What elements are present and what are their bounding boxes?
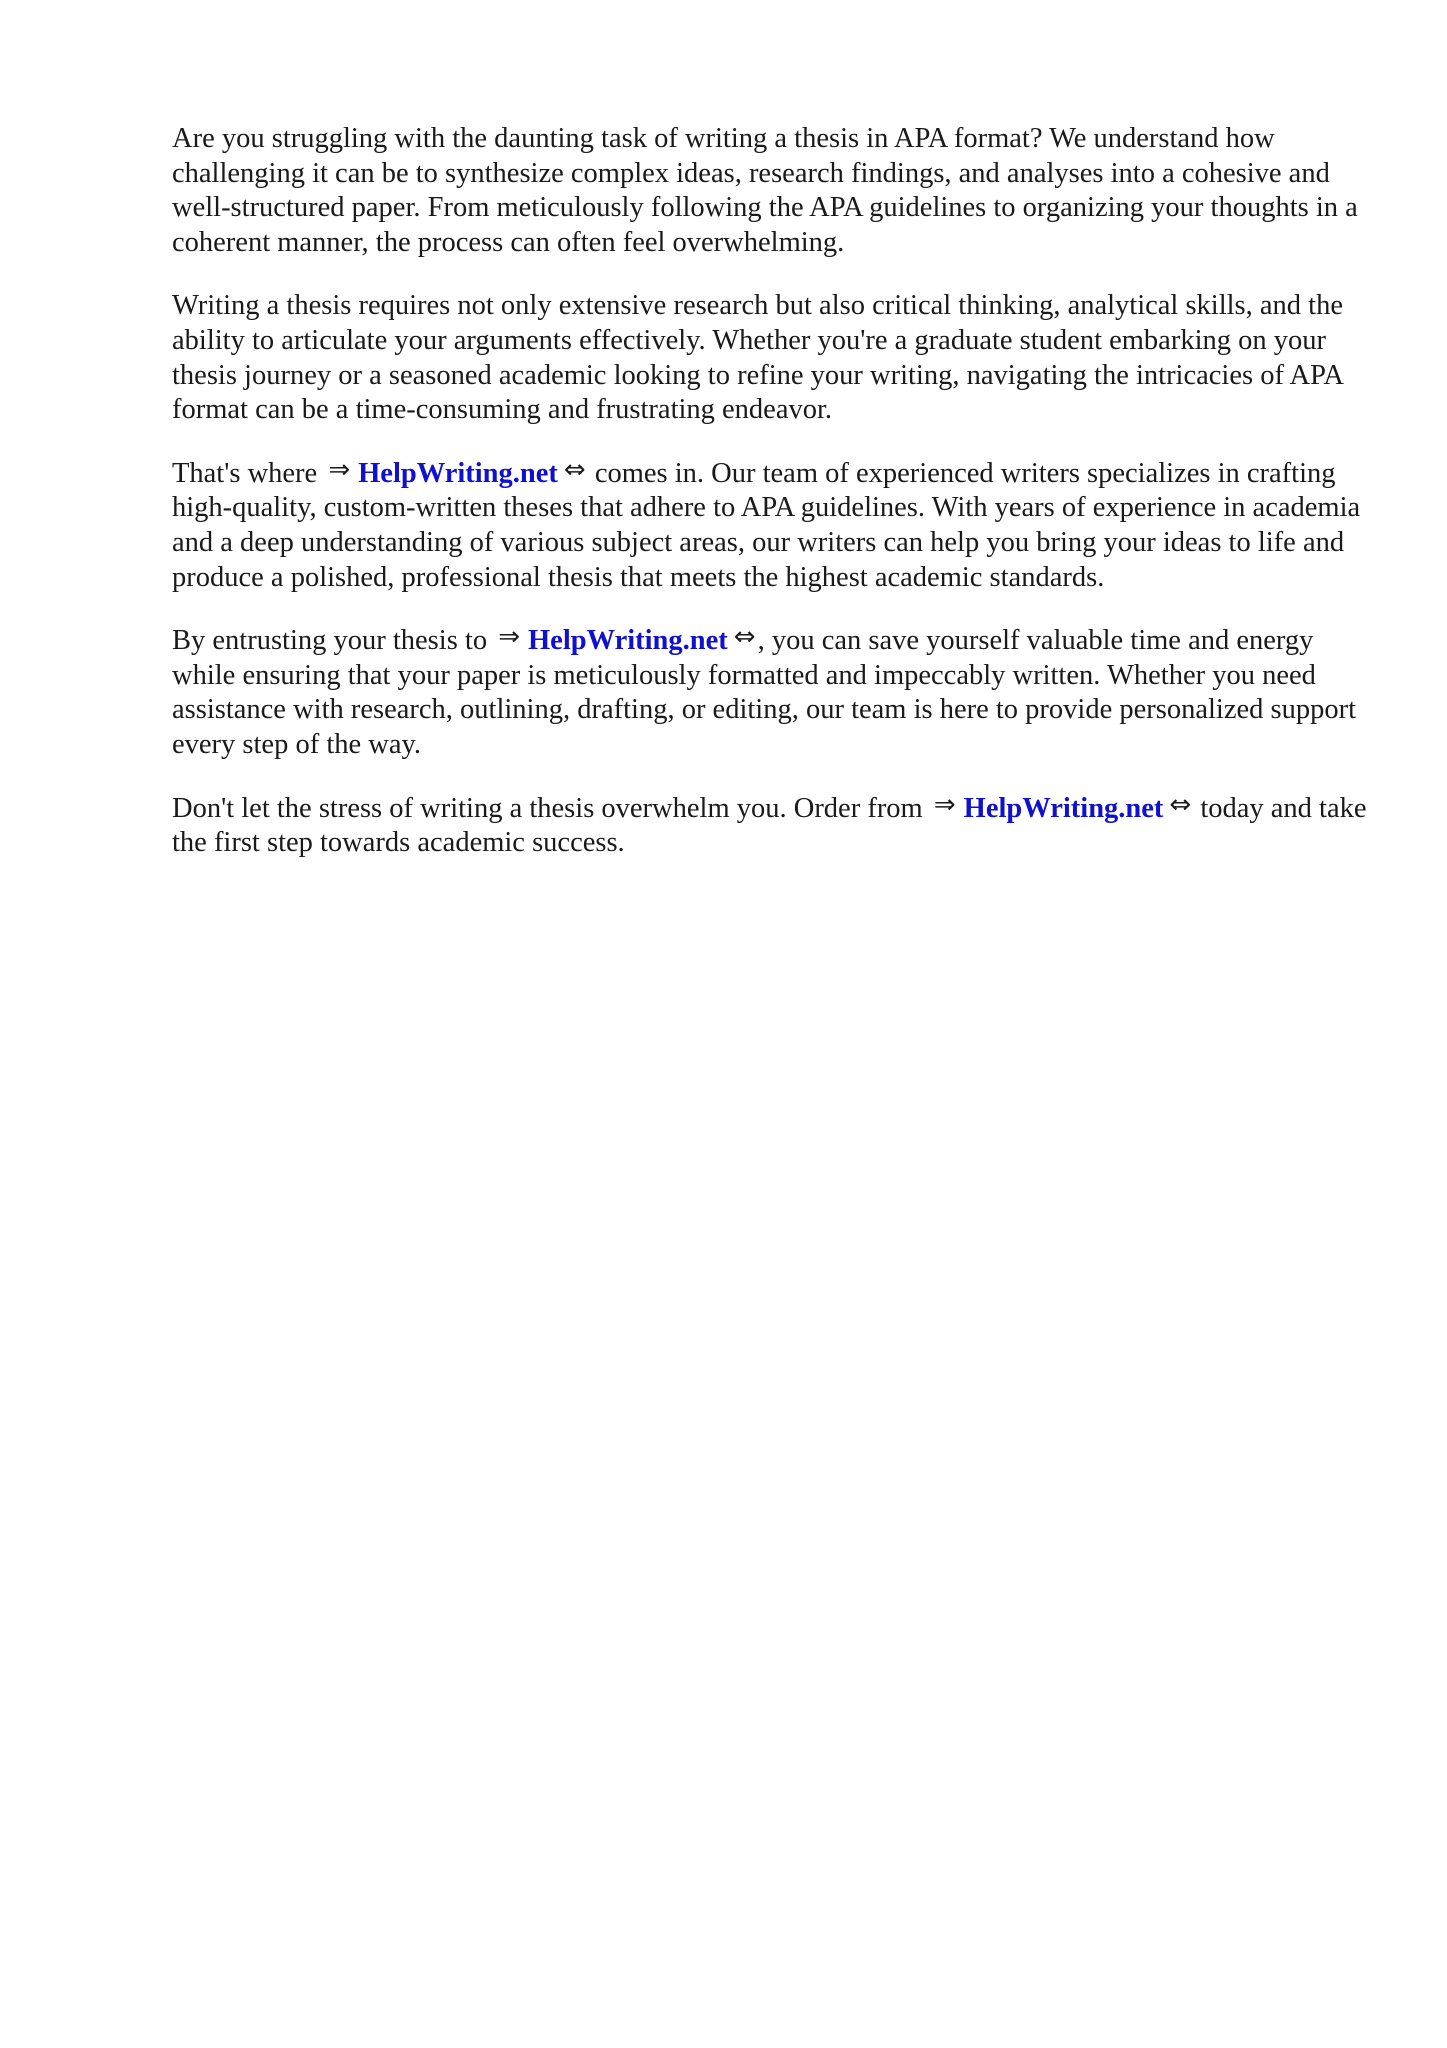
paragraph-text-before: Don't let the stress of writing a thesis overwhelm you. Order from bbox=[172, 792, 923, 824]
double-arrow-right-icon: ⇒ bbox=[933, 789, 956, 820]
double-arrow-both-icon: ⇔ bbox=[1169, 789, 1192, 820]
helpwriting-link[interactable]: HelpWriting.net bbox=[963, 792, 1164, 824]
paragraph-text-after: today and take the first step towards academic success. bbox=[172, 792, 1367, 859]
double-arrow-right-icon: ⇒ bbox=[498, 622, 520, 653]
double-arrow-both-icon: ⇔ bbox=[563, 454, 586, 485]
double-arrow-right-icon: ⇒ bbox=[328, 454, 351, 485]
document-page bbox=[172, 122, 1367, 890]
double-arrow-both-icon: ⇔ bbox=[733, 622, 756, 653]
paragraph-call-to-action bbox=[172, 789, 1367, 861]
helpwriting-link[interactable]: HelpWriting.net bbox=[528, 625, 728, 657]
paragraph-text-after: comes in. Our team of experienced writers specializes in crafting high-quality, custom-written theses that adhere to APA guidelines. With years of experience in academia and a deep understanding of various subject areas, our writers can help you bring your ideas to life and produce a polished, professional thesis that meets the highest academic standards. bbox=[172, 457, 1361, 593]
paragraph-intro: Are you struggling with the daunting task of writing a thesis in APA format? We understand how challenging it can be to synthesize complex ideas, research findings, and analyses into a cohesive and well-structured paper. From meticulously following the APA guidelines to organizing your thoughts in a coherent manner, the process can often feel overwhelming. bbox=[172, 123, 1358, 258]
paragraph-service bbox=[172, 454, 1367, 595]
helpwriting-link[interactable]: HelpWriting.net bbox=[358, 457, 558, 489]
paragraph-text-before: By entrusting your thesis to bbox=[172, 625, 488, 657]
paragraph-benefits bbox=[172, 624, 1367, 762]
paragraph-requirements: Writing a thesis requires not only extensive research but also critical thinking, analytical skills, and the ability to articulate your arguments effectively. Whether you're a graduate student embarking on your thesis journey or a seasoned academic looking to refine your writing, navigating the intricacies of APA format can be a time-consuming and frustrating endeavor. bbox=[172, 290, 1343, 426]
paragraph-text-after: , you can save yourself valuable time and energy while ensuring that your paper is meticulously formatted and impeccably written. Whether you need assistance with research, outlining, drafting, or editing, our team is here to provide personalized support every step of the way. bbox=[172, 625, 1357, 760]
paragraph-text-before: That's where bbox=[172, 457, 318, 489]
